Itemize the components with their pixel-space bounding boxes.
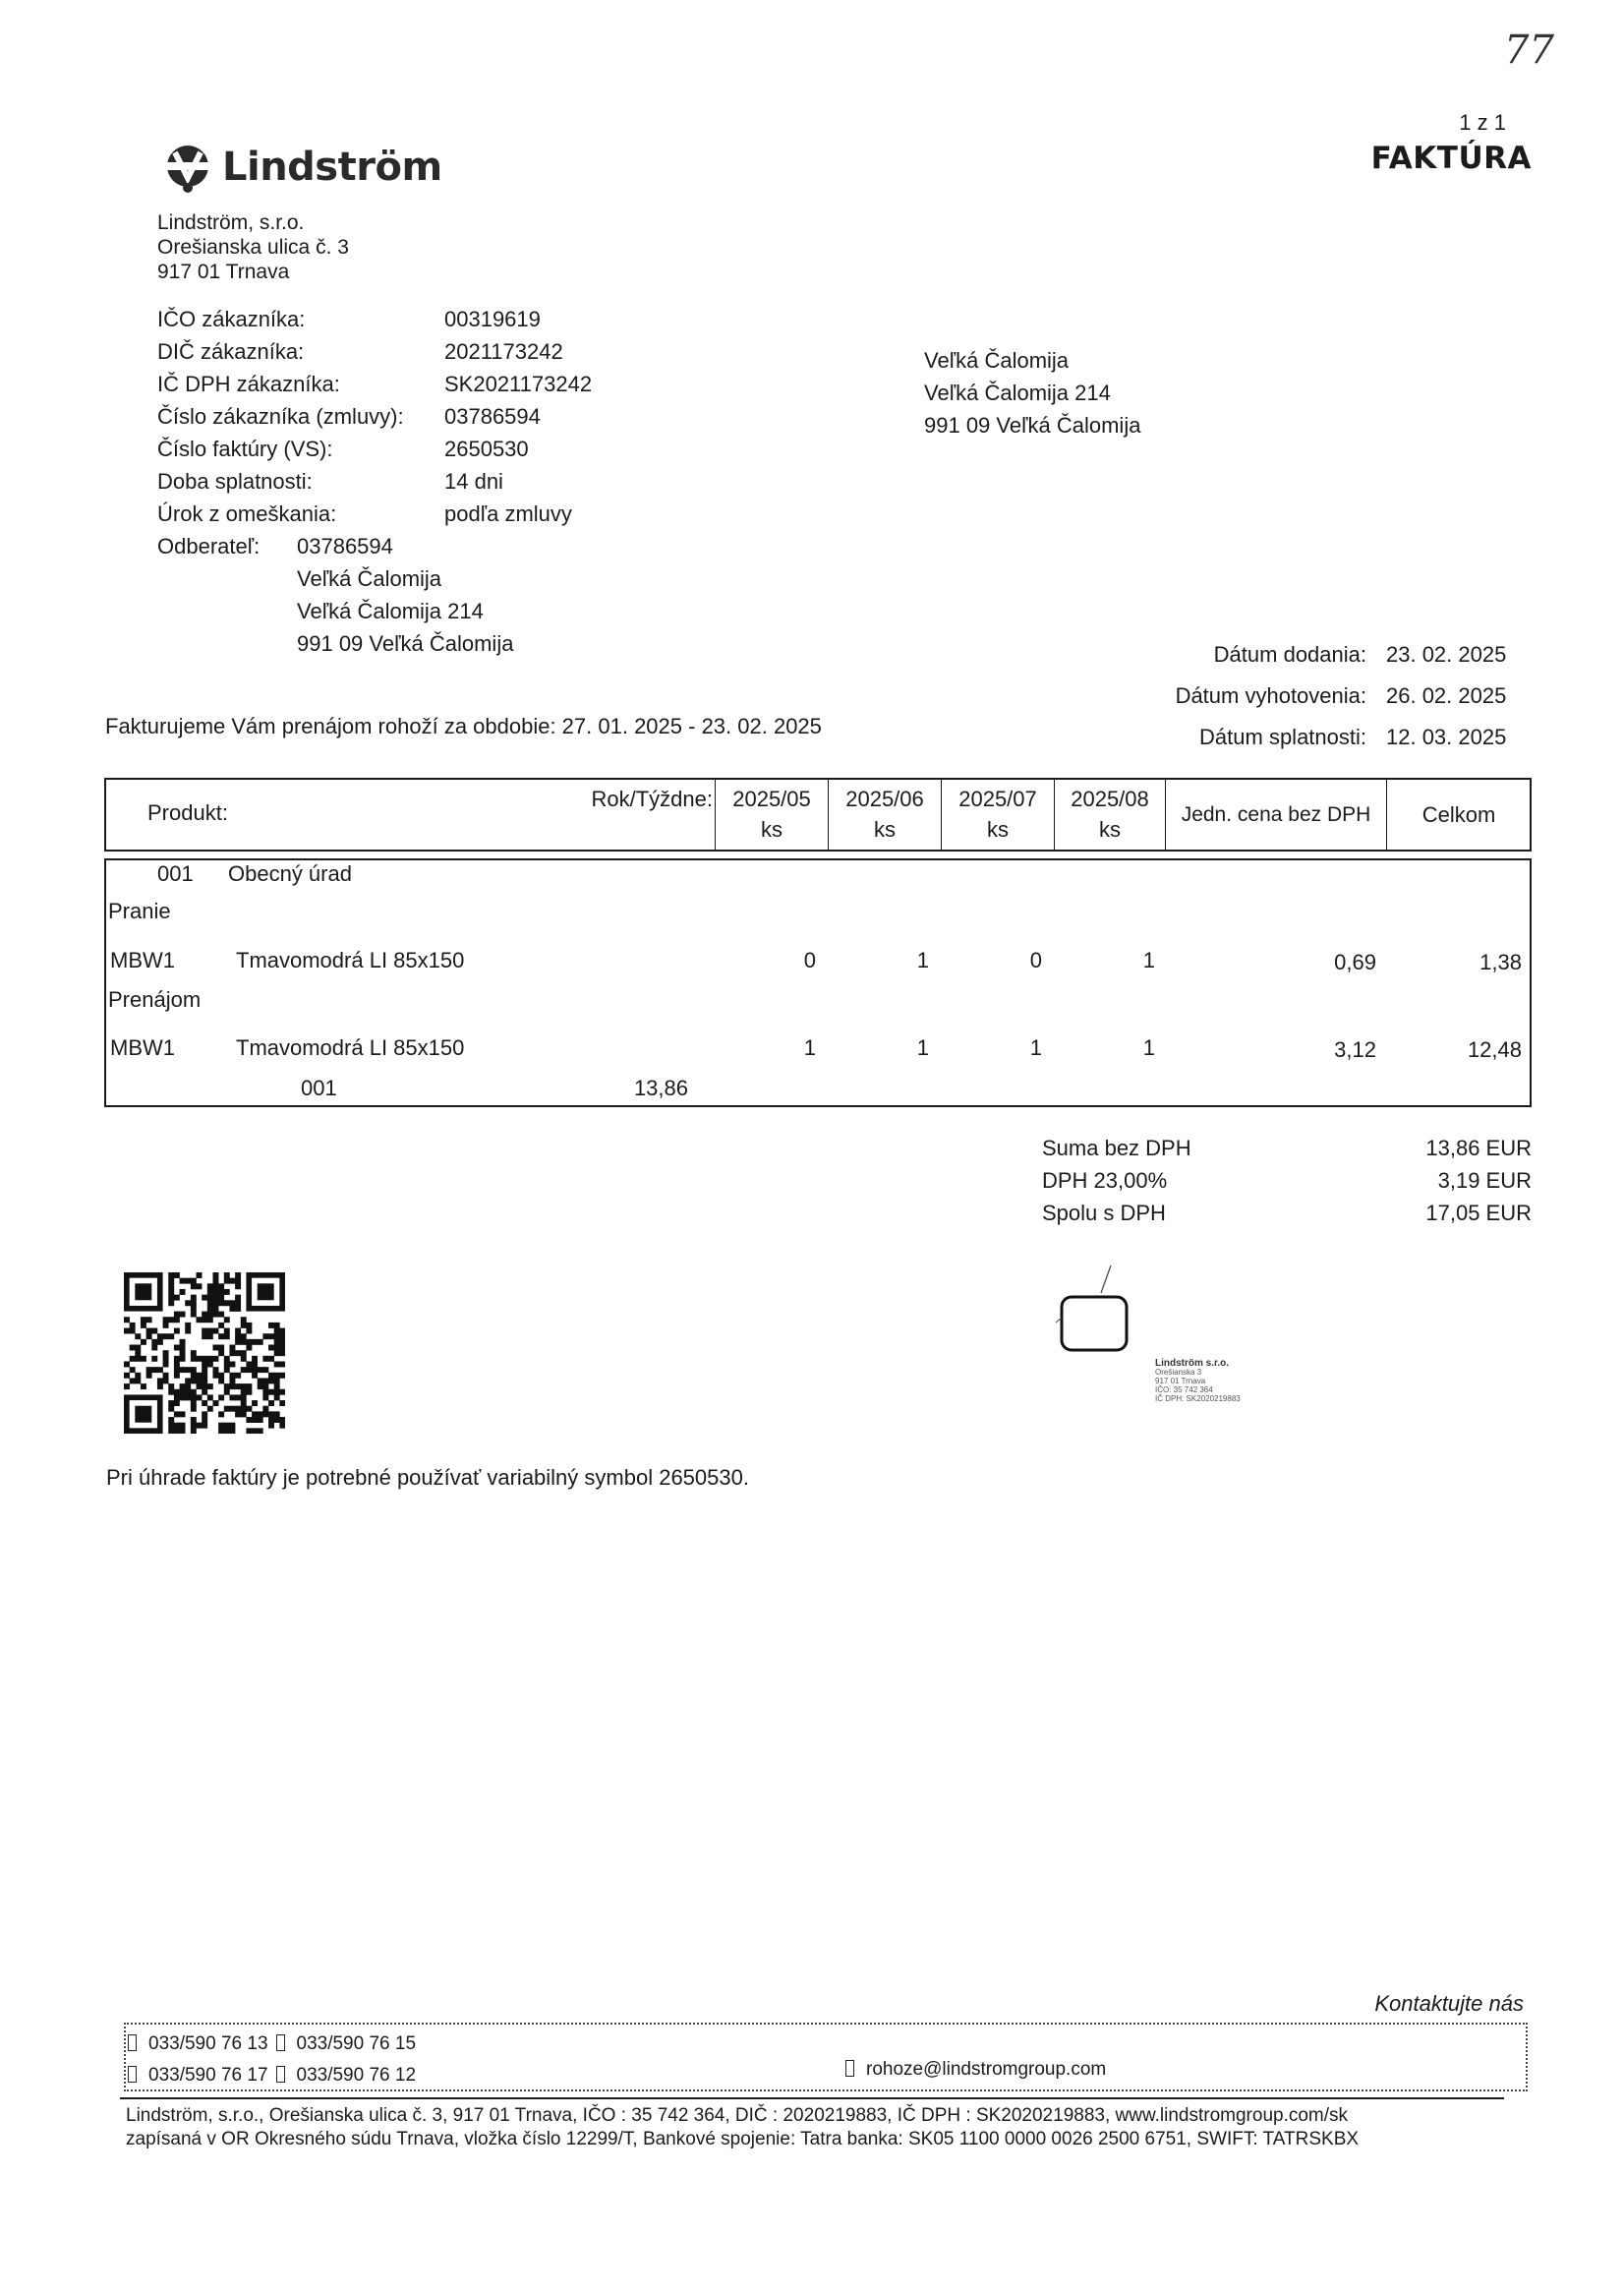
odberatel-name: Veľká Čalomija [297,566,442,591]
qty: 0 [803,948,816,972]
summary-values [1357,1132,1532,1229]
footer-line-1: Lindström, s.r.o., Orešianska ulica č. 3, 917 01 Trnava, IČO : 35 742 364, DIČ : 2020219883, IČ DPH : SK2020219883, www.lindstromgroup.com/sk [126,2105,1349,2126]
qty: 1 [803,1035,816,1060]
info-label: Číslo faktúry (VS): [157,437,333,461]
line-total: 1,38 [1479,950,1522,974]
header-weeks: Rok/Týždne: [591,787,713,811]
odberatel-label: Odberateľ: [157,534,261,559]
contact-email[interactable]: rohoze@lindstromgroup.com [866,2059,1107,2080]
week-col-2: 2025/07 ks [958,787,1037,842]
qty: 1 [916,1035,929,1060]
info-row [157,433,592,465]
info-value: podľa zmluvy [444,501,572,526]
supplier-address [157,210,349,284]
date-value: 12. 03. 2025 [1386,725,1507,749]
document-title: FAKTÚRA [1370,141,1532,176]
brand-name: Lindström [222,145,442,190]
supplier-name: Lindström, s.r.o. [157,211,305,234]
group-name: Obecný úrad [228,861,352,886]
info-label: IČO zákazníka: [157,307,306,331]
summary-value: 3,19 EUR [1437,1168,1532,1193]
company-stamp [1052,1264,1160,1367]
unit-price: 3,12 [1334,1037,1376,1062]
info-label: Úrok z omeškania: [157,501,337,526]
info-row [157,465,592,498]
summary-labels [1042,1132,1191,1229]
payment-note: Pri úhrade faktúry je potrebné používať variabilný symbol 2650530. [106,1465,749,1490]
info-row [157,303,592,335]
info-value: 03786594 [444,404,541,429]
page-counter: 1 z 1 [1459,110,1506,135]
payment-qr-code [124,1272,285,1439]
subtotal-value: 13,86 [633,1076,688,1100]
email-icon [845,2060,854,2077]
info-row [157,335,592,368]
recipient-address [924,344,1140,441]
supplier-street: Orešianska ulica č. 3 [157,236,349,259]
info-row [157,368,592,400]
date-label: Dátum splatnosti: [1199,725,1366,749]
info-label: DIČ zákazníka: [157,339,305,364]
summary-label: Spolu s DPH [1042,1201,1166,1225]
week-col-0: 2025/05 ks [732,787,811,842]
contact-heading: Kontaktujte nás [1374,1991,1524,2016]
info-label: Doba splatnosti: [157,469,313,494]
dates-block [1072,634,1506,758]
info-value: 2021173242 [444,339,563,364]
date-value: 23. 02. 2025 [1386,642,1507,667]
group-code: 001 [157,861,194,886]
footer-line-2: zapísaná v OR Okresného súdu Trnava, vložka číslo 12299/T, Bankové spojenie: Tatra banka: SK05 1100 0000 0026 2500 6751, SWIFT: TATRSKBX [126,2129,1360,2149]
supplier-city: 917 01 Trnava [157,261,290,283]
info-value: SK2021173242 [444,372,593,396]
header-total: Celkom [1421,802,1496,827]
stamp-text: Lindström s.r.o. Orešianska 3 917 01 Trnava IČO: 35 742 364 IČ DPH: SK2020219883 [1155,1358,1241,1403]
week-col-3: 2025/08 ks [1071,787,1149,842]
qty: 1 [1029,1035,1042,1060]
qr-code-icon [124,1272,285,1434]
item-name: Tmavomodrá LI 85x150 [236,948,465,972]
footer-divider [120,2097,1504,2099]
header-product: Produkt: [147,800,228,825]
signature-stamp-icon [1052,1264,1160,1362]
email-row [845,2059,1106,2081]
item-name: Tmavomodrá LI 85x150 [236,1035,465,1060]
subtotal-code: 001 [301,1076,337,1100]
phone-icon [276,2066,285,2083]
qty: 1 [1142,1035,1155,1060]
item-code: MBW1 [110,948,175,972]
phone-row: 033/590 76 13 033/590 76 15 [128,2033,416,2055]
phone-icon [276,2034,285,2051]
qty: 0 [1029,948,1042,972]
date-value: 26. 02. 2025 [1386,683,1507,708]
phone-icon [128,2066,137,2083]
recipient-city: 991 09 Veľká Čalomija [924,413,1141,438]
line-total: 12,48 [1467,1037,1522,1062]
odberatel-block [157,530,513,660]
recipient-street: Veľká Čalomija 214 [924,381,1111,405]
info-value: 00319619 [444,307,541,331]
info-row [157,400,592,433]
company-footer [126,2104,1359,2151]
phone-row: 033/590 76 17 033/590 76 12 [128,2065,416,2087]
section-title: Pranie [108,899,171,923]
unit-price: 0,69 [1334,950,1376,974]
odberatel-city: 991 09 Veľká Čalomija [297,631,514,656]
billing-period: Fakturujeme Vám prenájom rohoží za obdobie: 27. 01. 2025 - 23. 02. 2025 [105,714,822,738]
table-body [104,858,1532,1107]
summary-label: DPH 23,00% [1042,1168,1168,1193]
odberatel-street: Veľká Čalomija 214 [297,599,484,623]
customer-info-block [157,303,592,530]
lindstrom-logo-icon [163,143,212,194]
qty: 1 [916,948,929,972]
info-row [157,498,592,530]
info-value: 2650530 [444,437,529,461]
info-value: 14 dni [444,469,503,494]
info-label: Číslo zákazníka (zmluvy): [157,404,404,429]
date-label: Dátum vyhotovenia: [1175,683,1366,708]
handwritten-page-number: 77 [1504,28,1554,73]
week-col-1: 2025/06 ks [845,787,924,842]
phone-icon [128,2034,137,2051]
header-unit-price: Jedn. cena bez DPH [1181,803,1371,826]
odberatel-number: 03786594 [297,534,393,559]
qty: 1 [1142,948,1155,972]
section-title: Prenájom [108,987,202,1012]
brand-logo [163,143,212,199]
info-label: IČ DPH zákazníka: [157,372,340,396]
summary-value: 17,05 EUR [1425,1201,1532,1225]
date-label: Dátum dodania: [1213,642,1366,667]
item-code: MBW1 [110,1035,175,1060]
recipient-name: Veľká Čalomija [924,348,1070,373]
summary-value: 13,86 EUR [1425,1136,1532,1160]
summary-label: Suma bez DPH [1042,1136,1191,1160]
